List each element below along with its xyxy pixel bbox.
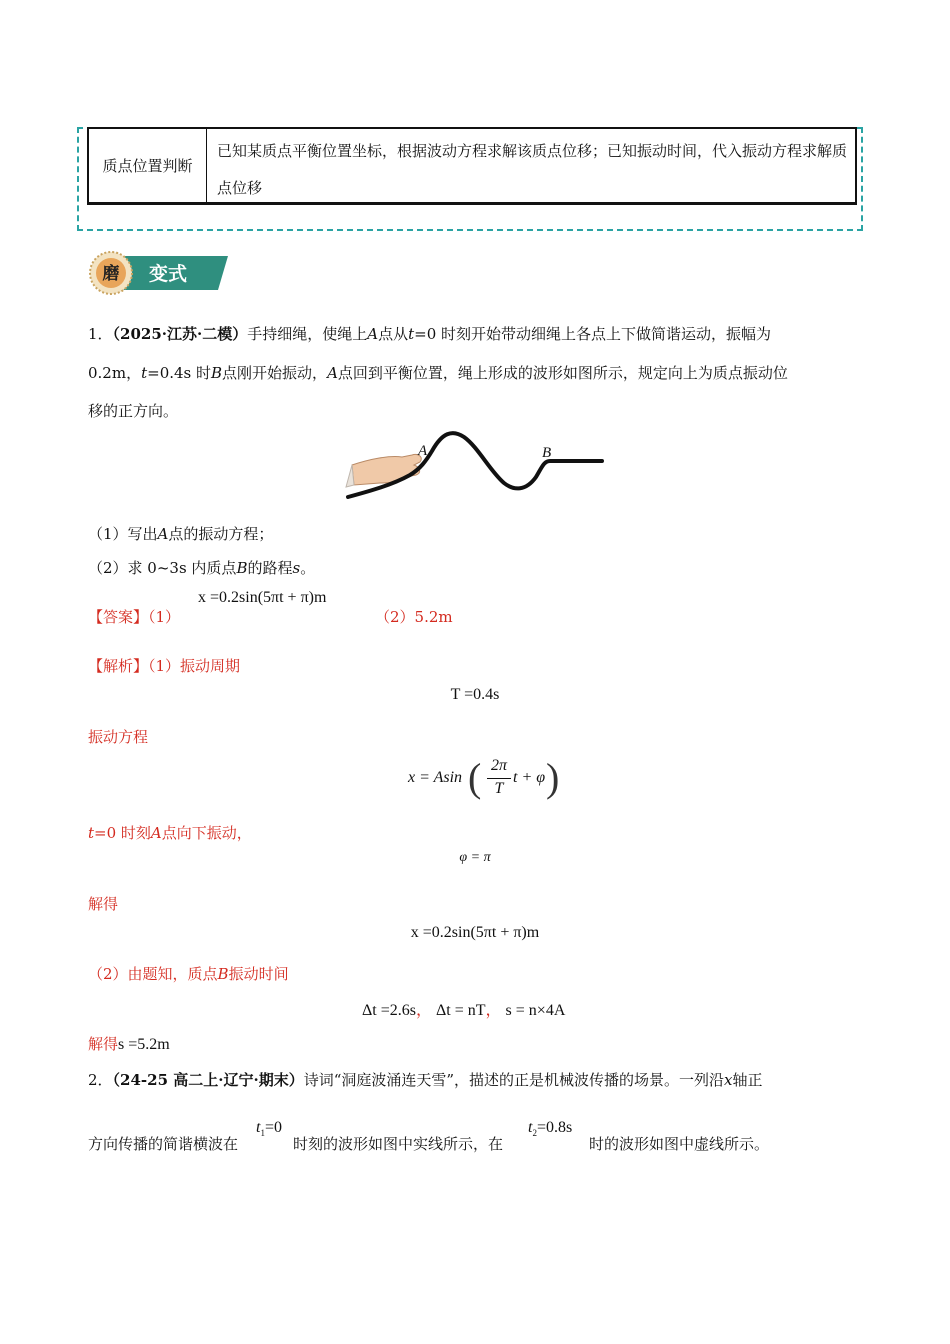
- sub1-b: 点的振动方程；: [168, 525, 274, 543]
- q1-l2a: 0.2m，: [88, 364, 142, 382]
- var-t1: t: [256, 1119, 261, 1136]
- q1-line-3: 移的正方向。: [88, 402, 179, 420]
- vibration-equation-label: 振动方程: [88, 728, 149, 746]
- eq-fraction-num: 2π: [490, 757, 507, 774]
- t0-note: [88, 822, 252, 843]
- solve-label: 解得: [88, 895, 119, 913]
- q2-number: 2．: [88, 1071, 113, 1089]
- answer-tag: 【答案】（1）: [88, 608, 181, 626]
- left-paren: (: [468, 755, 482, 800]
- sub1-a: （1）写出: [88, 525, 158, 543]
- section-title: 变式: [148, 263, 188, 285]
- eq-s-value: s =5.2m: [118, 1036, 170, 1053]
- eq-period: T =0.4s: [450, 686, 500, 703]
- definition-table: [87, 127, 857, 205]
- var-s: s: [292, 559, 301, 577]
- var-t: t: [408, 325, 415, 343]
- eq-dt: Δt =2.6s: [362, 1002, 416, 1019]
- q1-stem-1: 手持细绳，使绳上: [247, 325, 368, 343]
- part2-a: （2）由题知，质点: [88, 965, 218, 983]
- q1-sub-1: [88, 523, 273, 544]
- point-A-label: A: [418, 443, 428, 459]
- t0-note-2: 点向下振动，: [161, 824, 252, 842]
- sub2-end: 。: [300, 559, 316, 577]
- t1-sub: 1: [260, 1128, 265, 1139]
- eq-s: s = n×4A: [505, 1002, 566, 1019]
- var-A: A: [150, 824, 162, 842]
- comma: ，: [485, 1002, 502, 1019]
- eq-time-row: [362, 997, 565, 1020]
- sub2-b: 的路程: [247, 559, 293, 577]
- answer-part-2: （2）5.2m: [375, 608, 453, 626]
- t0-note-1: =0 时刻: [94, 824, 151, 842]
- q1-stem-3: =0 时刻开始带动细绳上各点上下做简谐运动，振幅为: [414, 325, 772, 343]
- solve-2: [88, 1033, 170, 1054]
- eq-fraction-den: T: [494, 780, 504, 797]
- t2-sub: 2: [532, 1128, 537, 1139]
- q1-l2b: =0.4s 时: [147, 364, 212, 382]
- q1-source: （2025·江苏·二模）: [112, 325, 248, 343]
- solve2-label: 解得: [88, 1035, 119, 1053]
- var-A: A: [327, 364, 338, 382]
- eq-t1: [256, 1119, 282, 1138]
- q1-line-1: [88, 323, 771, 344]
- q2-line-2b: 时刻的波形如图中实线所示，在: [293, 1135, 504, 1153]
- q2-stem-2: 轴正: [732, 1071, 763, 1089]
- right-paren: ): [546, 755, 560, 800]
- section-badge: [88, 250, 228, 296]
- part-2-analysis: [88, 963, 289, 984]
- eq-general-rest: t + φ: [513, 769, 546, 786]
- var-t2: t: [528, 1119, 533, 1136]
- q1-stem-2: 点从: [378, 325, 409, 343]
- answer-equation: x =0.2sin(5πt + π)m: [198, 589, 327, 606]
- var-t: t: [88, 824, 95, 842]
- table-text-cell: 已知某质点平衡位置坐标，根据波动方程求解该质点位移；已知振动时间，代入振动方程求解质点位移: [217, 142, 848, 197]
- var-B: B: [211, 364, 223, 382]
- eq-result: x =0.2sin(5πt + π)m: [410, 924, 540, 941]
- eq-phi: φ = π: [459, 850, 491, 865]
- q2-line-2c: 时的波形如图中虚线所示。: [589, 1135, 770, 1153]
- point-B-label: B: [542, 445, 552, 461]
- q1-line-2: [88, 362, 788, 383]
- var-x: x: [724, 1071, 733, 1089]
- q2-l2a: 方向传播的简谐横波在: [88, 1135, 239, 1153]
- badge-char: 磨: [102, 264, 120, 284]
- table-label-cell: 质点位置判断: [89, 129, 207, 202]
- var-B: B: [217, 965, 229, 983]
- eq-t2: [528, 1119, 572, 1138]
- t1-value: =0: [264, 1119, 282, 1136]
- part2-b: 振动时间: [228, 965, 289, 983]
- var-t: t: [141, 364, 148, 382]
- comma: ，: [415, 1002, 432, 1019]
- analysis-tag: 【解析】（1）振动周期: [88, 657, 241, 675]
- eq-ndt: Δt = nT: [436, 1002, 486, 1019]
- var-B: B: [236, 559, 248, 577]
- var-A: A: [157, 525, 169, 543]
- q2-line-1: [88, 1069, 763, 1090]
- q1-sub-2: [88, 557, 315, 578]
- hand-image: [352, 454, 421, 485]
- q2-source: （24-25 高二上·辽宁·期末）: [112, 1071, 304, 1089]
- sleeve-shape: [346, 465, 354, 487]
- q1-l2d: 点回到平衡位置，绳上形成的波形如图所示，规定向上为质点振动位: [337, 364, 788, 382]
- var-A: A: [367, 325, 379, 343]
- t2-value: =0.8s: [536, 1119, 573, 1136]
- rope-wave-figure: [340, 425, 610, 505]
- q2-stem-1: 诗词“洞庭波涌连天雪”，描述的正是机械波传播的场景。一列沿: [303, 1071, 725, 1089]
- q1-number: 1．: [88, 325, 113, 343]
- sub2-a: （2）求 0~3s 内质点: [88, 559, 237, 577]
- q2-line-2: [88, 1133, 238, 1154]
- fraction-bar: [487, 778, 511, 779]
- eq-general-lhs: x = Asin: [408, 769, 463, 786]
- q1-l2c: 点刚开始振动，: [222, 364, 328, 382]
- eq-general: [408, 755, 560, 802]
